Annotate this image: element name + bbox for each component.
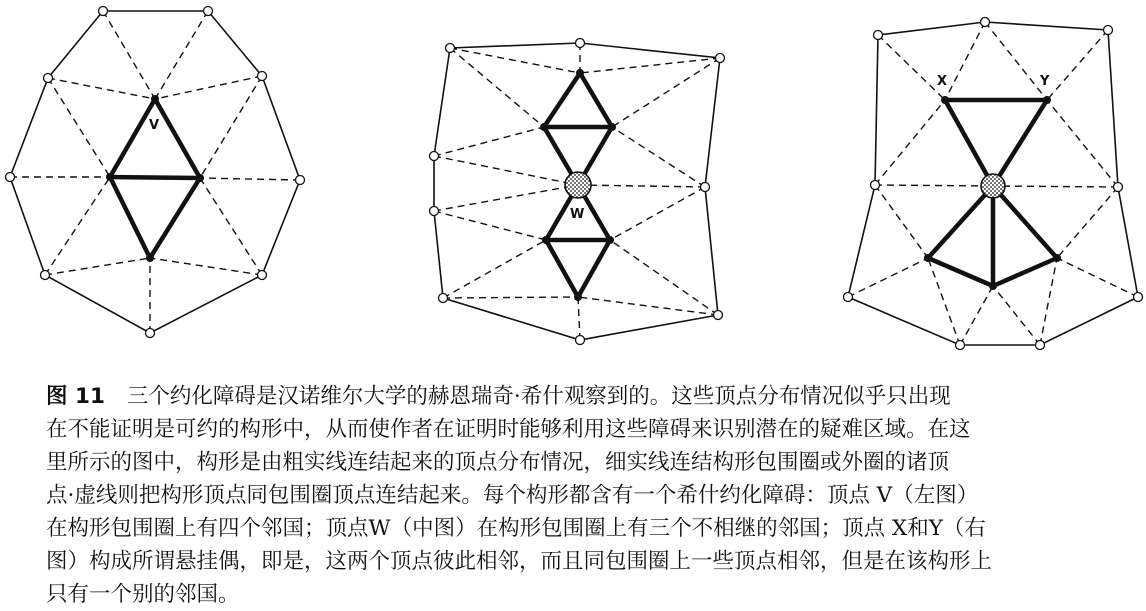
vertex-w	[565, 172, 591, 198]
left-ring	[10, 11, 300, 333]
label-y: Y	[1040, 74, 1050, 89]
right-vertices	[844, 18, 1143, 350]
middle-diagram	[430, 39, 725, 345]
label-v: V	[149, 118, 160, 133]
vertex-hatched	[981, 174, 1005, 198]
caption-line-2: 在不能证明是可约的构形中，从而使作者在证明时能够利用这些障碍来识别潜在的疑难区域。在这	[46, 417, 971, 442]
figure-number: 图 11	[46, 384, 105, 409]
label-x: X	[937, 74, 948, 89]
caption-line-5: 在构形包围圈上有四个邻国；顶点W（中图）在构形包围圈上有三个不相继的邻国；顶点 X和Y（右	[46, 516, 986, 541]
vertex-x	[941, 96, 949, 104]
caption-text-1: 三个约化障碍是汉诺维尔大学的赫恩瑞奇·希什观察到的。这些顶点分布情况似乎只出现	[126, 384, 951, 409]
middle-vertices	[430, 39, 725, 345]
caption-line-7: 只有一个别的邻国。	[46, 582, 240, 607]
left-diagram	[6, 7, 305, 338]
caption-line-1	[46, 380, 1136, 413]
caption-line-3: 里所示的图中，构形是由粗实线连结起来的顶点分布情况，细实线连结构形包围圈或外圈的诸顶	[46, 450, 950, 475]
caption-line-6: 图）构成所谓悬挂偶，即是，这两个顶点彼此相邻，而且同包围圈上一些顶点相邻，但是在该构形上	[46, 549, 993, 574]
label-w: W	[570, 207, 585, 222]
vertex-y	[1043, 96, 1051, 104]
figure-caption	[46, 380, 1136, 611]
caption-line-4: 点·虚线则把构形顶点同包围圈顶点连结起来。每个构形都含有一个希什约化障碍：顶点 V（左图）	[46, 483, 979, 508]
left-dashed-edges	[10, 11, 300, 333]
left-vertices	[6, 7, 305, 338]
right-diagram	[844, 18, 1143, 350]
